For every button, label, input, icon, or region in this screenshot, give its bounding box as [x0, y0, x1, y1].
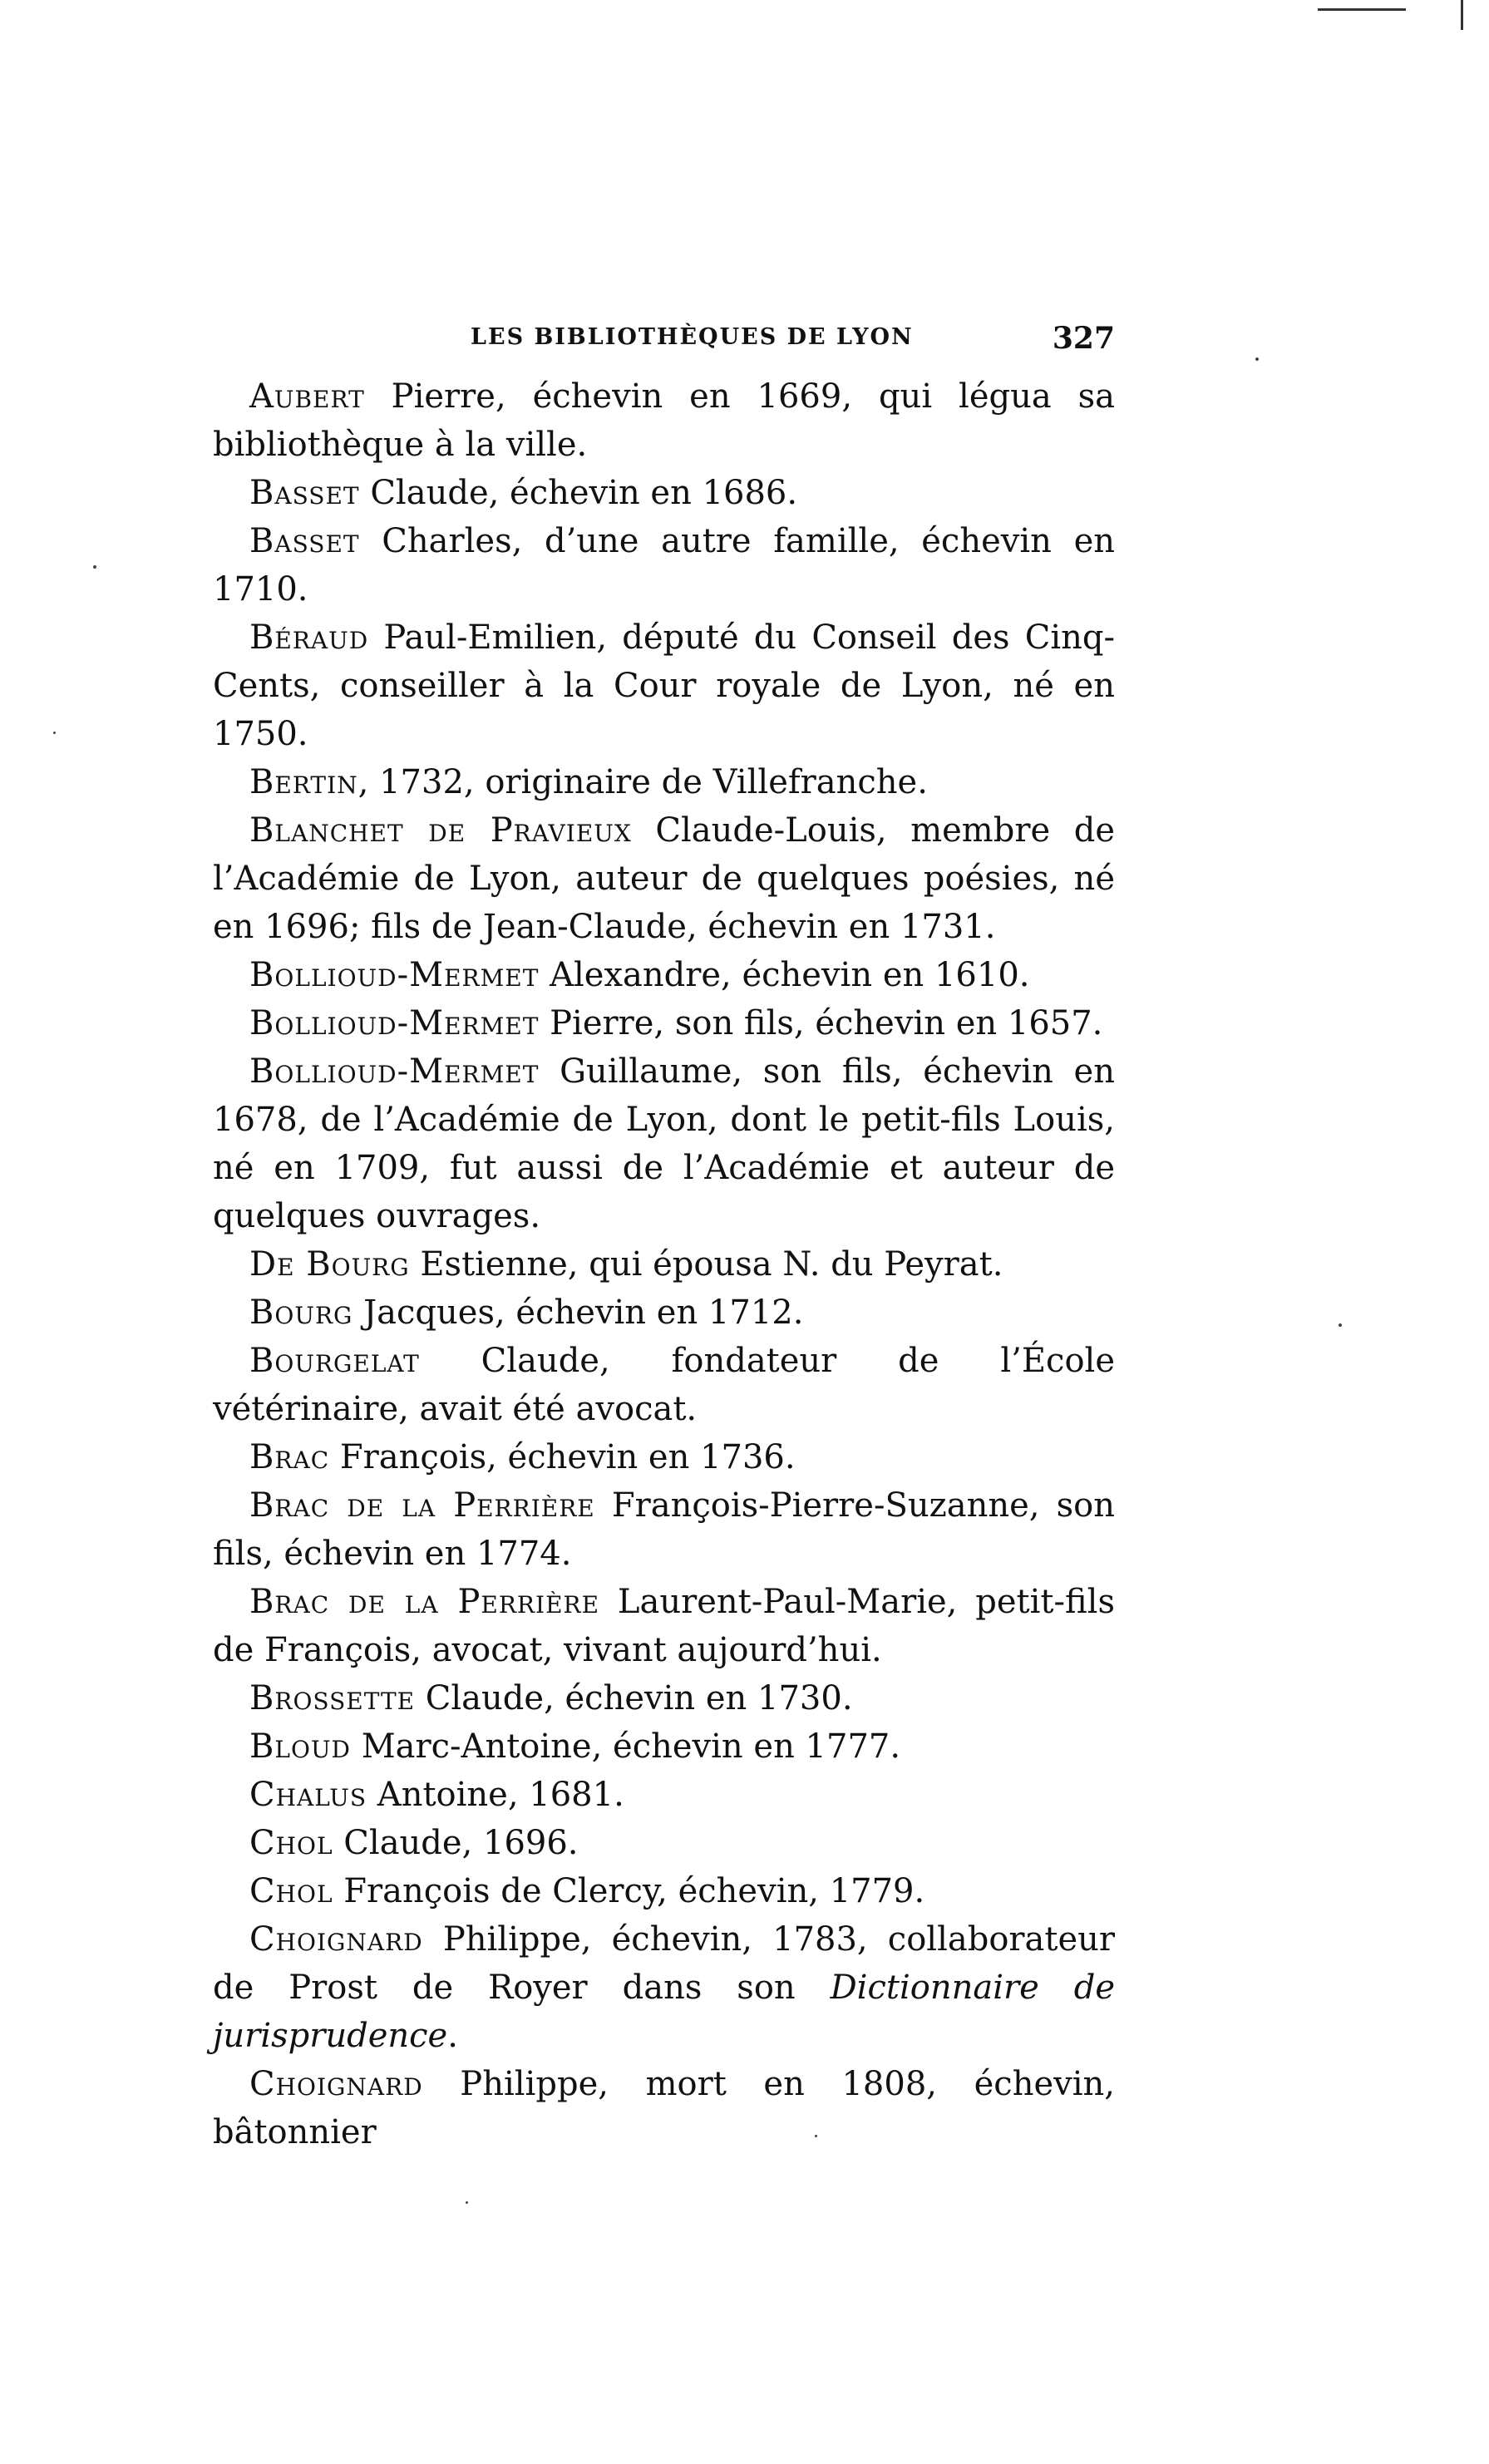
entry-name: De Bourg — [249, 1245, 410, 1284]
entry — [213, 1481, 1115, 1578]
speck — [1255, 357, 1259, 361]
entry — [213, 806, 1115, 951]
entry — [213, 1819, 1115, 1867]
entry-name: Bollioud-Mermet — [249, 1004, 540, 1042]
entry — [213, 1674, 1115, 1722]
entry-tail: . — [447, 2017, 458, 2055]
speck — [93, 565, 96, 569]
entry-text: , 1732, originaire de Villefranche. — [357, 763, 928, 801]
entry-text: Claude, échevin en 1730. — [415, 1679, 853, 1717]
entry-name: Choignard — [249, 2065, 423, 2103]
running-title: LES BIBLIOTHÈQUES DE LYON — [471, 324, 914, 350]
entry-text: Claude, fondateur de l’École vétérinaire, avait été avocat. — [213, 1342, 1115, 1428]
entry-name: Bertin — [249, 763, 358, 801]
entry-text: Claude-Louis, membre de l’Académie de Lyon, auteur de quelques poésies, né en 1696; fils de Jean-Claude, échevin en 1731. — [213, 811, 1115, 946]
top-rule — [1318, 8, 1406, 11]
speck — [815, 2135, 817, 2137]
entry-name: Chol — [249, 1872, 333, 1910]
entry-text: Pierre, son fils, échevin en 1657. — [539, 1004, 1103, 1042]
entry — [213, 951, 1115, 999]
entry-name: Choignard — [249, 1920, 423, 1959]
running-header — [213, 321, 1115, 362]
entry-text: Alexandre, échevin en 1610. — [539, 956, 1030, 994]
entry-name: Chol — [249, 1824, 333, 1862]
entry — [213, 469, 1115, 517]
entry-name: Blanchet de Pravieux — [249, 811, 632, 850]
speck — [53, 732, 56, 734]
entry-name: Bloud — [249, 1727, 351, 1766]
entry-name: Aubert — [249, 377, 365, 416]
entry — [213, 1240, 1115, 1289]
entry — [213, 1047, 1115, 1240]
entry-name: Brossette — [249, 1679, 416, 1717]
work-title: Dictionnaire de jurisprudence — [213, 1969, 1115, 2055]
entry-name: Basset — [249, 474, 360, 512]
edge-rule — [1461, 0, 1463, 30]
entry-text: François de Clercy, échevin, 1779. — [333, 1872, 925, 1910]
entry — [213, 1289, 1115, 1337]
entry — [213, 2060, 1115, 2156]
entry — [213, 758, 1115, 806]
entry — [213, 1578, 1115, 1674]
entry — [213, 614, 1115, 758]
entry-text: Charles, d’une autre famille, échevin en 1710. — [213, 522, 1115, 609]
entry-name: Chalus — [249, 1776, 367, 1814]
entry-text: Claude, 1696. — [333, 1824, 579, 1862]
entry-list — [213, 372, 1115, 2156]
entry — [213, 1433, 1115, 1481]
entry-name: Brac de la Perrière — [249, 1583, 600, 1621]
entry-name: Basset — [249, 522, 360, 560]
entry — [213, 1915, 1115, 2060]
entry — [213, 999, 1115, 1047]
entry-text: Philippe, mort en 1808, échevin, bâtonnier — [213, 2065, 1115, 2151]
entry-text: Antoine, 1681. — [367, 1776, 624, 1814]
speck — [466, 2201, 468, 2204]
entry-name: Brac de la Perrière — [249, 1486, 595, 1525]
entry — [213, 517, 1115, 614]
entry-name: Brac — [249, 1438, 330, 1476]
entry-text: Jacques, échevin en 1712. — [353, 1294, 804, 1332]
entry — [213, 1867, 1115, 1915]
entry-text: Estienne, qui épousa N. du Peyrat. — [409, 1245, 1003, 1284]
entry-text: François, échevin en 1736. — [329, 1438, 796, 1476]
entry-text: Paul-Emilien, député du Conseil des Cinq-Cents, conseiller à la Cour royale de Lyon, né en 1750. — [213, 618, 1115, 753]
page-number: 327 — [1052, 321, 1115, 356]
entry-name: Bollioud-Mermet — [249, 1052, 540, 1091]
entry — [213, 1771, 1115, 1819]
speck — [1339, 1323, 1342, 1327]
entry-text: Laurent-Paul-Marie, petit-fils de François, avocat, vivant aujourd’hui. — [213, 1583, 1115, 1669]
entry-name: Bourg — [249, 1294, 353, 1332]
entry-text: Claude, échevin en 1686. — [359, 474, 798, 512]
entry-name: Bollioud-Mermet — [249, 956, 540, 994]
entry-text: Marc-Antoine, échevin en 1777. — [351, 1727, 901, 1766]
entry-text: François-Pierre-Suzanne, son fils, échevin en 1774. — [213, 1486, 1115, 1573]
entry-name: Béraud — [249, 618, 369, 657]
entry-text: Pierre, échevin en 1669, qui légua sa bibliothèque à la ville. — [213, 377, 1115, 464]
entry — [213, 372, 1115, 469]
entry — [213, 1722, 1115, 1771]
entry — [213, 1337, 1115, 1433]
entry-text: Guillaume, son fils, échevin en 1678, de l’Académie de Lyon, dont le petit-fils Louis, né en 1709, fut aussi de l’Académie et auteur de quelques ouvrages. — [213, 1052, 1115, 1235]
entry-name: Bourgelat — [249, 1342, 420, 1380]
entry-text: Philippe, échevin, 1783, collaborateur de Prost de Royer dans son — [213, 1920, 1115, 2007]
